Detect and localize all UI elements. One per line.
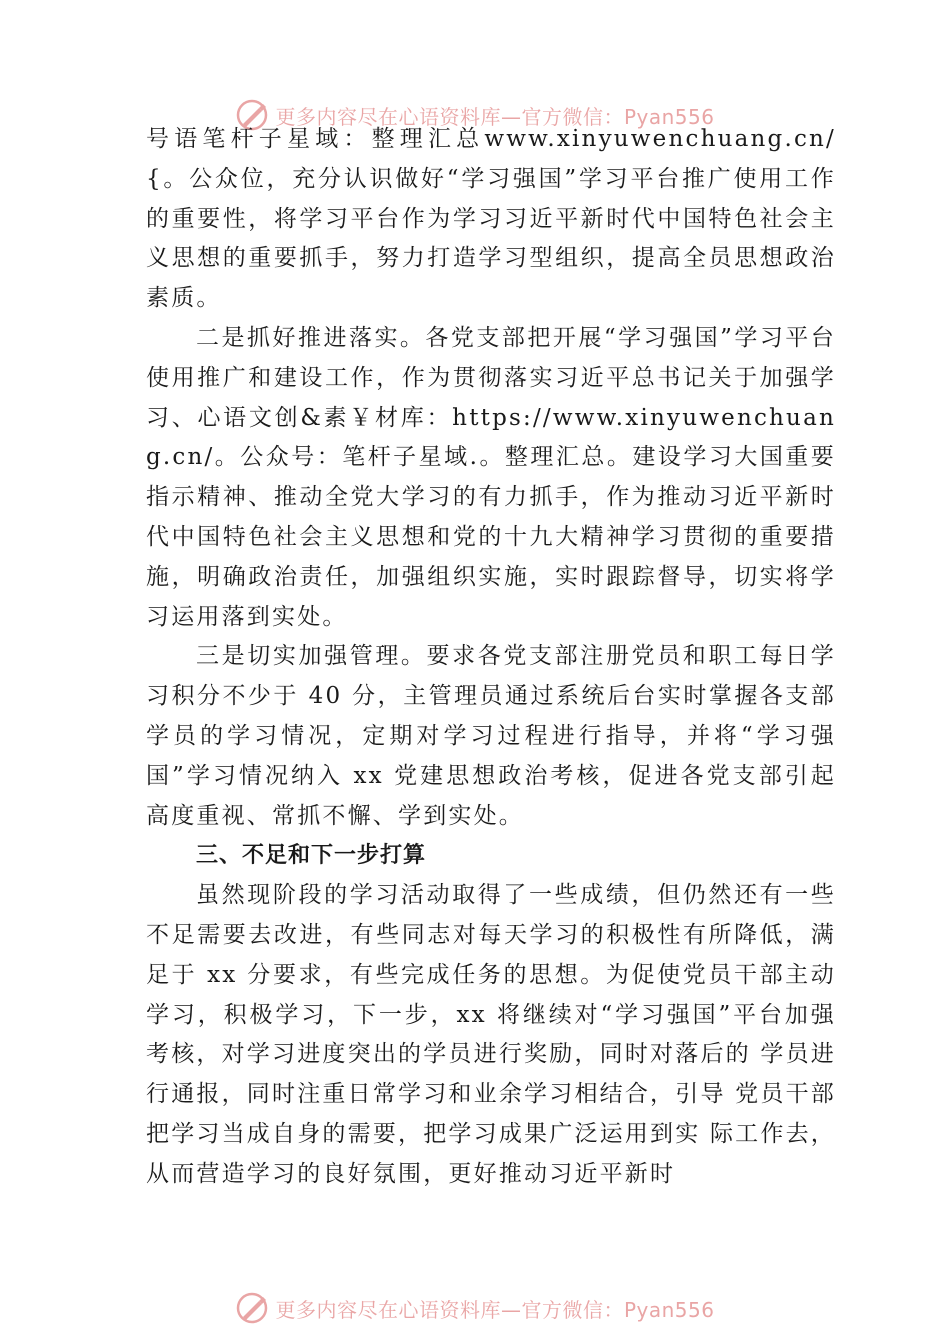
paragraph-4: 虽然现阶段的学习活动取得了一些成绩，但仍然还有一些不足需要去改进，有些同志对每天学习的积极性有所降低，满足于 xx 分要求，有些完成任务的思想。为促使党员干部主动学习，积极学习，下一步，xx 将继续对“学习强国”平台加强考核，对学习进度突出的学员进行奖励，同时对落后的 学员进行通报，同时注重日常学习和业余学习相结合，引导 党员干部把学习当成自身的需要，把学习成果广泛运用到实 际工作去，从而营造学习的良好氛围，更好推动习近平新时 — [146, 882, 836, 1187]
section-heading: 三、不足和下一步打算 — [196, 843, 427, 869]
watermark-text-bottom: 更多内容尽在心语资料库—官方微信：Pyan556 — [275, 1297, 715, 1322]
paragraph-3: 三是切实加强管理。要求各党支部注册党员和职工每日学习积分不少于 40 分，主管理员通过系统后台实时掌握各支部学员的学习情况，定期对学习过程进行指导，并将“学习强国”学习情况纳入 xx 党建思想政治考核，促进各党支部引起高度重视、常抓不懈、学到实处。 — [146, 643, 836, 829]
watermark-banner-bottom — [0, 1288, 950, 1328]
watermark-text-top: 更多内容尽在心语资料库—官方微信：Pyan556 — [275, 104, 715, 129]
paragraph-1: 号语笔杆子星域：整理汇总www.xinyuwenchuang.cn/{。公众位，充分认识做好“学习强国”学习平台推广使用工作的重要性，将学习平台作为学习习近平新时代中国特色社会主义思想的重要抓手，努力打造学习型组织，提高全员思想政治素质。 — [146, 126, 836, 312]
paragraph-2: 二是抓好推进落实。各党支部把开展“学习强国”学习平台使用推广和建设工作，作为贯彻落实习近平总书记关于加强学习、心语文创&素￥材库：https://www.xinyuwenchuang.cn/。公众号：笔杆子星域.。整理汇总。建设学习大国重要指示精神、推动全党大学习的有力抓手，作为推动习近平新时代中国特色社会主义思想和党的十九大精神学习贯彻的重要措施，明确政治责任，加强组织实施，实时跟踪督导，切实将学习运用落到实处。 — [146, 324, 836, 630]
pen-logo-icon — [235, 1291, 269, 1325]
document-body — [146, 120, 836, 1195]
